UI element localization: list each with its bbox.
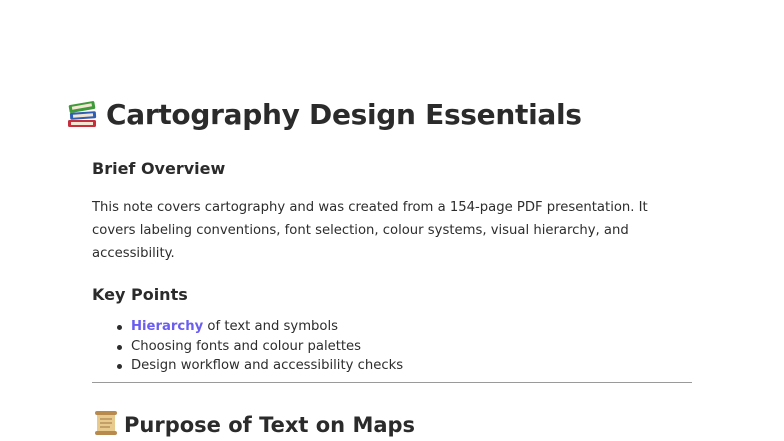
section-heading-text: Purpose of Text on Maps	[124, 413, 416, 437]
key-points-heading: Key Points	[92, 285, 188, 304]
overview-paragraph: This note covers cartography and was created from a 154-page PDF presentation. It covers labeling conventions, font selection, colour systems, visual hierarchy, and accessibility.	[92, 200, 648, 261]
section-heading	[92, 409, 415, 437]
key-points-list	[92, 317, 403, 376]
page-title-text: Cartography Design Essentials	[106, 98, 582, 131]
page-title	[66, 96, 626, 131]
list-item-text: Choosing fonts and colour palettes	[131, 338, 362, 354]
list-item-text: Design workflow and accessibility checks	[131, 358, 404, 373]
list-item-text: of text and symbols	[203, 319, 339, 334]
list-item	[92, 317, 403, 337]
hierarchy-link[interactable]: Hierarchy	[131, 319, 204, 334]
scroll-icon	[92, 409, 120, 437]
overview-heading: Brief Overview	[92, 159, 226, 178]
list-item	[92, 337, 403, 357]
list-item	[92, 356, 403, 376]
divider	[92, 382, 692, 383]
books-icon	[66, 96, 100, 130]
